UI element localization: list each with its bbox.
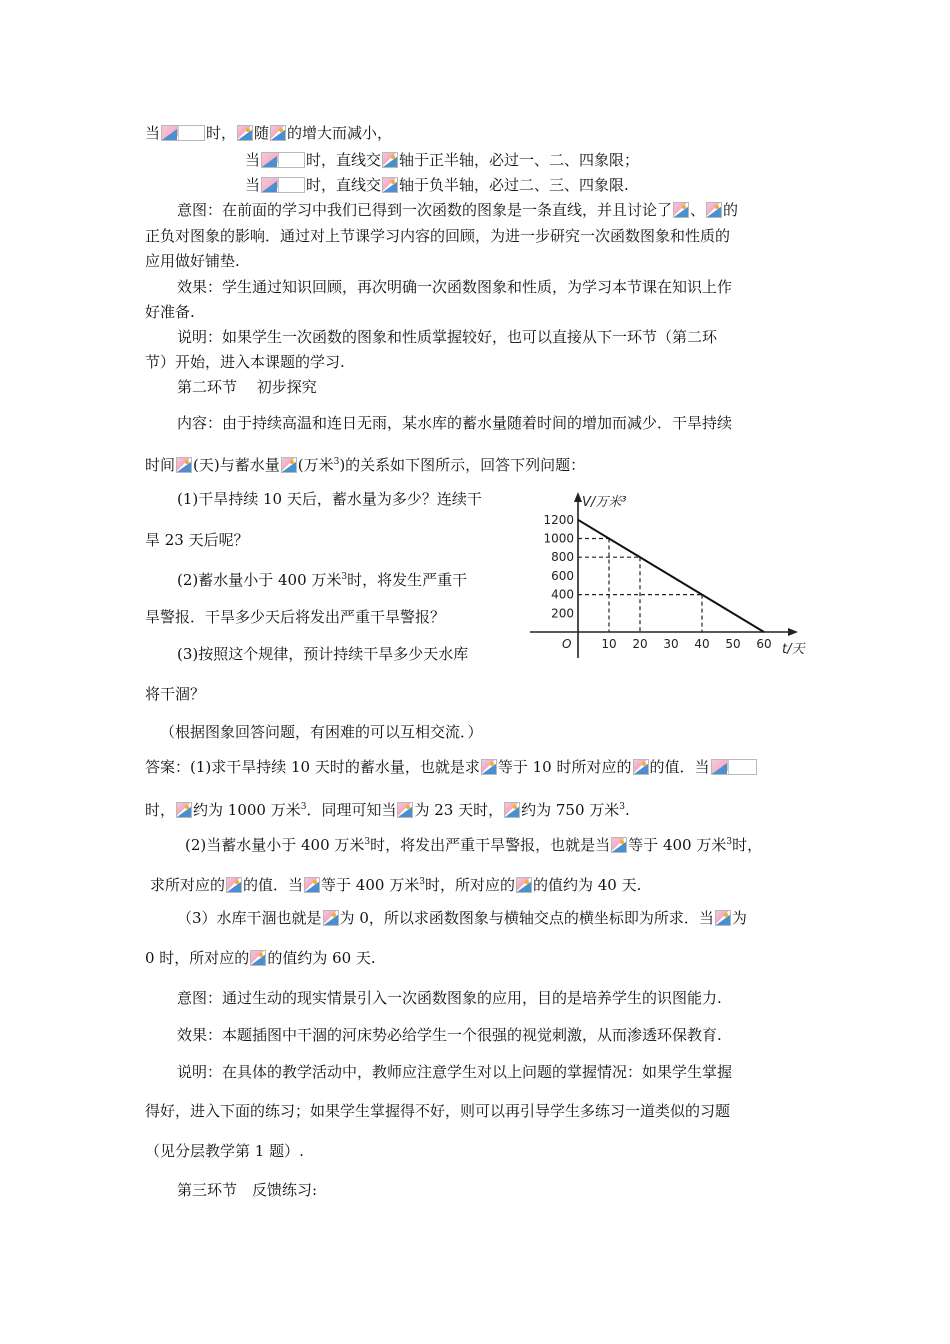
- formula-image-icon: [176, 457, 192, 473]
- x-tick-label: 40: [694, 637, 710, 651]
- text-line: 说明：如果学生一次函数的图象和性质掌握较好，也可以直接从下一环节（第二环: [177, 328, 718, 346]
- formula-image-icon: [481, 759, 497, 775]
- y-axis-label: V/万米³: [582, 495, 627, 510]
- reservoir-line-chart: [530, 490, 820, 665]
- text-line: 说明：在具体的教学活动中，教师应注意学生对以上问题的掌握情况：如果学生掌握: [177, 1063, 733, 1081]
- formula-image-icon: [237, 125, 253, 141]
- answer-line: （3）水库干涸也就是 为 0，所以求函数图象与横轴交点的横坐标即为所求．当 为: [177, 909, 747, 927]
- formula-image-icon: [270, 125, 286, 141]
- formula-image-icon: [516, 877, 532, 893]
- x-tick-label: 50: [725, 637, 741, 651]
- text-line: （见分层教学第 1 题）.: [145, 1142, 304, 1160]
- formula-image-icon: [281, 457, 297, 473]
- question-2: (2)蓄水量小于 400 万米$^3$时，将发生严重干: [177, 571, 468, 589]
- y-tick-label: 800: [551, 550, 574, 565]
- y-tick-label: 200: [551, 606, 574, 621]
- formula-image-icon: [706, 202, 722, 218]
- text-line: 意图：在前面的学习中我们已得到一次函数的图象是一条直线，并且讨论了 、 的: [177, 201, 739, 219]
- formula-image-icon: [715, 910, 731, 926]
- formula-image-icon: [633, 759, 649, 775]
- series-line: [578, 520, 764, 632]
- formula-image-icon: [397, 802, 413, 818]
- section-heading: 第二环节 初步探究: [177, 378, 317, 396]
- formula-image-icon: [504, 802, 520, 818]
- section-heading: 第三环节 反馈练习:: [177, 1181, 318, 1199]
- x-axis-label: t/天: [782, 642, 805, 657]
- text-line: 好准备.: [145, 303, 195, 321]
- text-line: 效果：本题插图中干涸的河床势必给学生一个很强的视觉刺激，从而渗透环保教育.: [177, 1026, 722, 1044]
- y-tick-label: 600: [551, 568, 574, 583]
- x-tick-label: 30: [663, 637, 679, 651]
- formula-image-icon: [176, 802, 192, 818]
- question-2-cont: 旱警报．干旱多少天后将发出严重干旱警报？: [145, 608, 446, 626]
- formula-image-icon: [161, 125, 205, 141]
- question-3: (3)按照这个规律，预计持续干旱多少天水库: [177, 645, 469, 663]
- formula-image-icon: [611, 837, 627, 853]
- text-line: 当 时， 随 的增大而减小，: [145, 124, 393, 142]
- text-line: 效果：学生通过知识回顾，再次明确一次函数图象和性质，为学习本节课在知识上作: [177, 278, 733, 296]
- y-axis-arrow: [574, 492, 582, 502]
- formula-image-icon: [261, 177, 305, 193]
- origin-label: O: [562, 637, 572, 651]
- answer-line: 求所对应的 的值．当 等于 400 万米$^3$时，所对应的 的值约为 40 天.: [150, 876, 642, 894]
- formula-image-icon: [711, 759, 757, 775]
- text-line: 节）开始，进入本课题的学习.: [145, 353, 345, 371]
- answer-line: 时， 约为 1000 万米$^3$．同理可知当 为 23 天时， 约为 750 万米$^3$.: [145, 801, 630, 819]
- text-line: 当 时，直线交 轴于负半轴，必过二、三、四象限.: [245, 176, 629, 194]
- x-tick-label: 10: [601, 637, 617, 651]
- text-line: 应用做好铺垫.: [145, 252, 240, 270]
- formula-image-icon: [261, 152, 305, 168]
- formula-image-icon: [250, 950, 266, 966]
- question-3-cont: 将干涸？: [145, 685, 206, 703]
- text-line: 当 时，直线交 轴于正半轴，必过一、二、四象限；: [245, 151, 640, 169]
- question-1-cont: 旱 23 天后呢？: [145, 531, 249, 549]
- answer-line: 答案：(1)求干旱持续 10 天时的蓄水量，也就是求 等于 10 时所对应的 的值．当: [145, 757, 758, 777]
- formula-image-icon: [673, 202, 689, 218]
- formula-image-icon: [304, 877, 320, 893]
- text-line: 意图：通过生动的现实情景引入一次函数图象的应用，目的是培养学生的识图能力.: [177, 989, 722, 1007]
- text-line: 得好，进入下面的练习；如果学生掌握得不好，则可以再引导学生多练习一道类似的习题: [145, 1102, 731, 1120]
- text-line: 时间 (天)与蓄水量 (万米$^3$)的关系如下图所示，回答下列问题：: [145, 456, 586, 474]
- text-line: （根据图象回答问题，有困难的可以互相交流．）: [160, 723, 483, 741]
- text-line: 正负对图象的影响．通过对上节课学习内容的回顾，为进一步研究一次函数图象和性质的: [145, 227, 731, 245]
- answer-line: 0 时，所对应的 的值约为 60 天.: [145, 949, 376, 967]
- x-tick-label: 20: [632, 637, 648, 651]
- y-tick-label: 1000: [543, 531, 574, 546]
- formula-image-icon: [382, 177, 398, 193]
- formula-image-icon: [382, 152, 398, 168]
- question-1: (1)干旱持续 10 天后，蓄水量为多少？连续干: [177, 490, 482, 508]
- y-tick-label: 1200: [543, 512, 574, 527]
- x-tick-label: 60: [756, 637, 772, 651]
- formula-image-icon: [226, 877, 242, 893]
- x-axis-arrow: [788, 628, 798, 636]
- formula-image-icon: [323, 910, 339, 926]
- answer-line: (2)当蓄水量小于 400 万米$^3$时，将发出严重干旱警报，也就是当 等于 400 万米$^3$时，: [185, 836, 763, 854]
- y-tick-label: 400: [551, 587, 574, 602]
- text-line: 内容：由于持续高温和连日无雨，某水库的蓄水量随着时间的增加而减少．干旱持续: [177, 414, 733, 432]
